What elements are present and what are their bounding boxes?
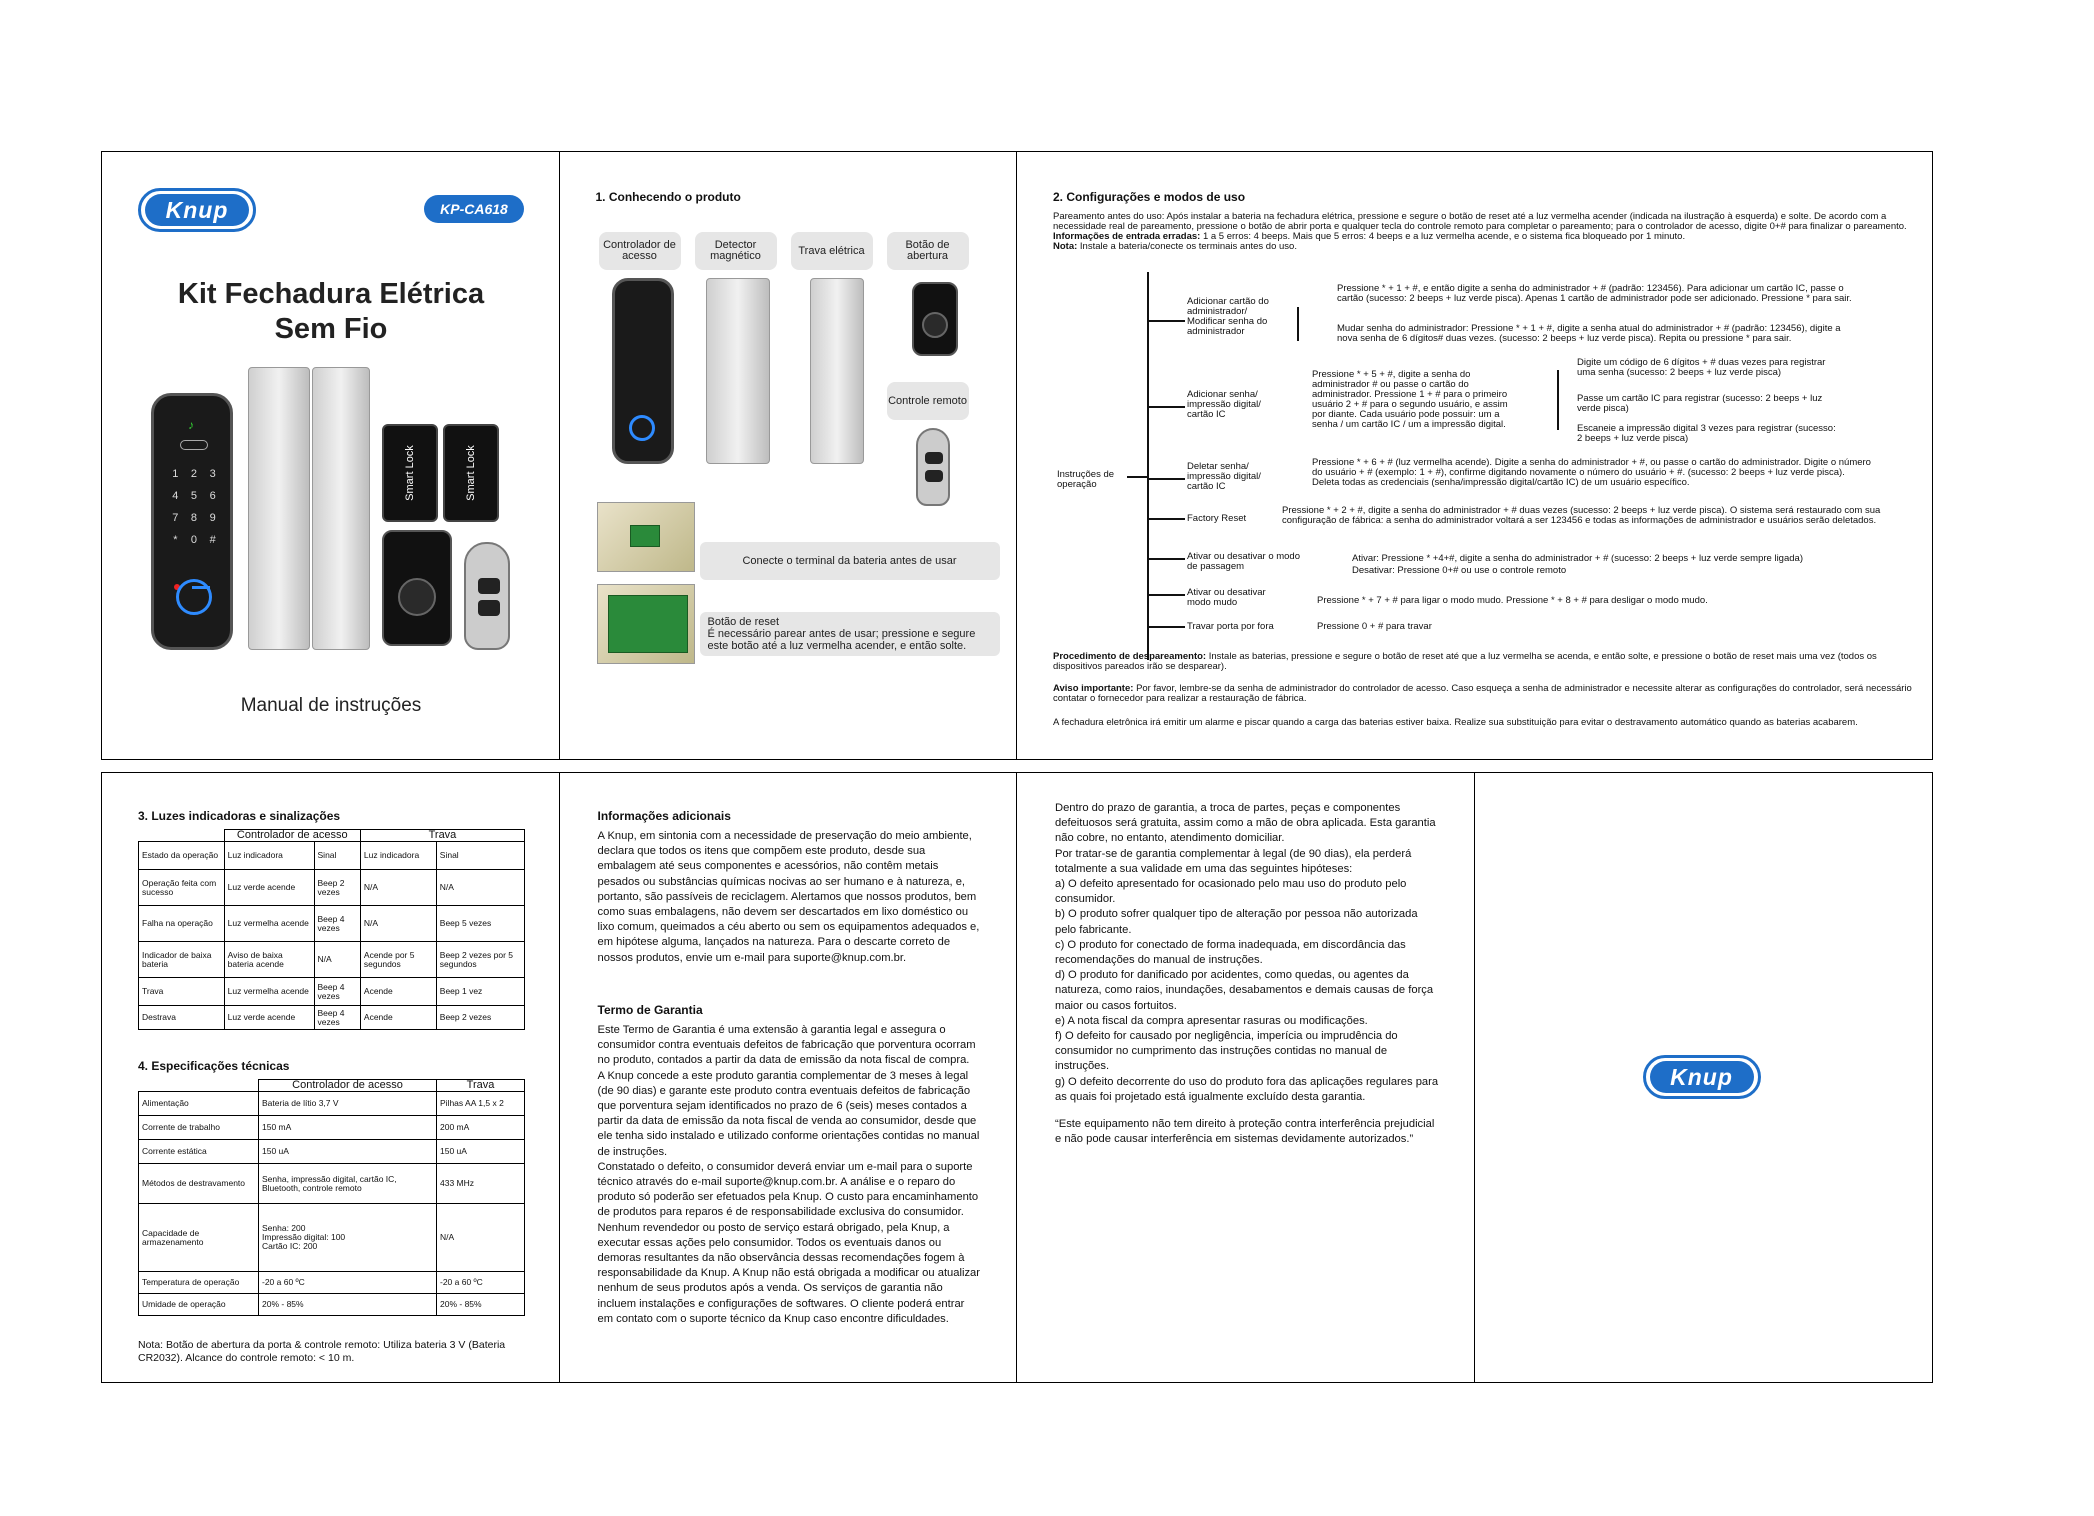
part-tag-button: Botão de abertura: [887, 232, 969, 270]
tree-branch-user-add: Adicionar senha/ impressão digital/ cartão IC: [1187, 389, 1261, 420]
battery-board-image: [597, 502, 695, 572]
lock-out-text: Pressione 0 + # para travar: [1317, 621, 1432, 632]
warranty-heading: Termo de Garantia: [597, 1003, 703, 1017]
reset-callout: Botão de reset É necessário parear antes de usar; pressione e segure este botão até a luz vermelha acender, e então solte.: [700, 612, 1000, 656]
lock-image: [810, 278, 864, 464]
section-heading: 2. Configurações e modos de uso: [1053, 190, 1246, 204]
top-sheet: [101, 151, 1933, 760]
product-panel: [560, 152, 1018, 759]
indicators-heading: 3. Luzes indicadoras e sinalizações: [138, 809, 341, 823]
part-tag-controller: Controlador de acesso: [599, 232, 681, 270]
fingerprint-icon: [629, 415, 655, 441]
tree-root: Instruções de operação: [1057, 469, 1115, 490]
specs-panel: [102, 773, 560, 1382]
back-panel: [1475, 773, 1933, 1382]
exit-button-image: [382, 530, 452, 646]
info-heading: Informações adicionais: [597, 809, 731, 823]
smart-card-1: Smart Lock: [382, 424, 438, 522]
fingerprint-icon: [176, 579, 212, 615]
specs-note: Nota: Botão de abertura da porta & controle remoto: Utiliza bateria 3 V (Bateria CR2032). Alcance do controle remoto: < 10 m.: [138, 1339, 506, 1364]
info-text: A Knup, em sintonia com a necessidade de preservação do meio ambiente, declara que todos os itens que compõem este produto, desde sua embalagem até seus componentes e acessórios, não contêm metais pesados ou substâncias químicas nocivas ao ser humano e à natureza, e, portanto, são passíveis de reciclagem. Alertamos que nossos produtos, bem como suas embalagens, não devem ser descartados em lixo doméstico ou lixo comum, queimados a céu aberto ou sem os equipamentos adequados e, em hipótese alguma, lançados na natureza. Para o descarte correto de nossos produtos, envie um e-mail para suporte@knup.com.br.: [597, 830, 980, 964]
battery-alarm-text: A fechadura eletrônica irá emitir um alarme e piscar quando a carga das baterias estiver baixa. Realize sua substituição para evitar o destravamento automático quando as baterias acabarem.: [1053, 717, 1858, 728]
user-delete-text: Pressione * + 6 + # (luz vermelha acende). Digite a senha do administrador + #, ou passe o cartão do administrador. Digite o número do usuário + # (exemplo: 1 + #), confirme digitando novamente o número do usuário + #. (sucesso: 2 beeps + luz verde pisca). Deleta todas as credenciais (senha/impressão digital/cartão IC) de um usuário específico.: [1312, 457, 1871, 488]
mute-text: Pressione * + 7 + # para ligar o modo mudo. Pressione * + 8 + # para desligar o modo mudo.: [1317, 595, 1708, 606]
passage-on-text: Ativar: Pressione * +4+#, digite a senha do administrador + # (sucesso: 2 beeps + luz verde sempre ligada): [1352, 553, 1803, 564]
bottom-sheet: [101, 772, 1933, 1383]
keypad-controller-image: [151, 393, 233, 650]
tree-branch-passage: Ativar ou desativar o modo de passagem: [1187, 551, 1301, 572]
warranty-panel: [1017, 773, 1475, 1382]
unpair-text: Procedimento de despareamento: Instale as baterias, pressione e segure o botão de reset até que a luz vermelha se acenda, e então solte, e pressione o botão de reset mais uma vez (todos os dispositivos pareados irão se desparear).: [1053, 651, 1877, 672]
warning-text: Aviso importante: Por favor, lembre-se da senha de administrador do controlador de acesso. Caso esqueça a senha de administrador e necessite alterar as configurações do controlador, será necessário contatar o fornecedor para realizar a restauração de fábrica.: [1053, 683, 1912, 704]
section-heading: 1. Conhecendo o produto: [595, 190, 741, 204]
admin-change-text: Mudar senha do administrador: Pressione * + 1 + #, digite a senha atual do administrador + # (padrão: 123456), digite a nova senha de 6 dígitos# duas vezes. (sucesso: 2 beeps + luz verde pisca). Repita ou pressione * para sair.: [1337, 323, 1841, 344]
cover-subtitle: Manual de instruções: [240, 695, 422, 716]
part-tag-lock: Trava elétrica: [791, 232, 873, 270]
specs-table: Controlador de acesso Trava Alimentação Bateria de lítio 3,7 V Pilhas AA 1,5 x 2 Corrente de trabalho 150 mA 200 mA Corrente estática 150 uA 150 uA Métodos de destravamento Senha, impressão digital, cartão IC, Bluetooth, controle remoto 433 MHz Capacidade de armazenamento Senha: 200 Impressão digital: 100 Cartão IC: 200 N/A Temperatura de operação -20 a 60 ºC -20 a 60 ºC Umidade de operação 20% - 85% 20% - 85%: [138, 1079, 525, 1316]
brand-logo: Knup: [138, 188, 256, 232]
admin-add-text: Pressione * + 1 + #, e então digite a senha do administrador + # (padrão: 123456). Para adicionar um cartão IC, passe o cartão (sucesso: 2 beeps + luz verde pisca). Apenas 1 cartão de administrador pode ser adicionado. Pressione * para sair.: [1337, 283, 1852, 304]
warranty-continued: Dentro do prazo de garantia, a troca de partes, peças e componentes defeituosos será gratuita, assim como a mão de obra aplicada. Esta garantia não cobre, no entanto, atendimento domiciliar. Por tratar-se de garantia complementar à legal (de 90 dias), ela perderá totalmente a sua validade em uma das seguintes hipóteses: a) O defeito apresentado for ocasionado pelo mau uso do produto pelo consumidor. b) O produto sofrer qualquer tipo de alteração por pessoa não autorizada pelo fabricante. c) O produto for conectado de forma inadequada, em discordância das recomendações do manual de instruções. d) O produto for danificado por acidentes, como quedas, ou agentes da natureza, como raios, inundações, desabamentos e demais causas de força maior ou casos fortuitos. e) A nota fiscal da compra apresentar rasuras ou modificações. f) O defeito for causado por negligência, imperícia ou imprudência do consumidor no cumprimento das instruções contidas no manual de instruções. g) O defeito decorrente do uso do produto fora das aplicações regulares para as quais foi projetado está igualmente excluído desta garantia. “Este equipamento não tem direito à proteção contra interferência prejudicial e não pode causar interferência em sistemas devidamente autorizados.”: [1055, 802, 1439, 1146]
smart-card-2: Smart Lock: [443, 424, 499, 522]
mini-brand-icon: [180, 440, 208, 450]
user-option-card: Passe um cartão IC para registrar (sucesso: 2 beeps + luz verde pisca): [1577, 393, 1823, 414]
remote-control-image: [464, 542, 510, 650]
tree-branch-admin: Adicionar cartão do administrador/ Modificar senha do administrador: [1187, 296, 1269, 337]
reset-board-image: [597, 584, 695, 664]
user-option-fingerprint: Escaneie a impressão digital 3 vezes para registrar (sucesso: 2 beeps + luz verde pisca): [1577, 423, 1836, 444]
specs-heading: 4. Especificações técnicas: [138, 1059, 290, 1073]
passage-off-text: Desativar: Pressione 0+# ou use o controle remoto: [1352, 565, 1567, 576]
magnetic-detector-image: [248, 367, 310, 650]
user-option-password: Digite um código de 6 dígitos + # duas vezes para registrar uma senha (sucesso: 2 beeps + luz verde pisca): [1577, 357, 1826, 378]
pairing-text: Pareamento antes do uso: Após instalar a bateria na fechadura elétrica, pressione e segure o botão de reset até a luz vermelha acender (indicada na ilustração à esquerda) e solte. De acordo com a necessidade real de pareamento, pressione o botão de abrir porta e qualquer tecla do controle remoto para completar o pareamento; para o controlador de acesso, digite 0+# para finalizar o pareamento. Informações de entrada erradas: 1 a 5 erros: 4 beeps. Mais que 5 erros: 4 beeps e a luz vermelha acende, e o sistema fica bloqueado por 1 minuto. Nota: Instale a bateria/conecte os terminais antes do uso.: [1053, 211, 1907, 252]
keypad-keys: 1 2 3 4 5 6 7 8 9 * 0 #: [172, 468, 216, 546]
indicators-table: Controlador de acesso Trava Estado da operação Luz indicadora Sinal Luz indicadora Sinal Operação feita com sucesso Luz verde acende Beep 2 vezes N/A N/A Falha na operação Luz vermelha acende Beep 4 vezes N/A Beep 5 vezes Indicador de baixa bateria Aviso de baixa bateria acende N/A Acende por 5 segundos Beep 2 vezes por 5 segundos Trava Luz vermelha acende Beep 4 vezes Acende Beep 1 vez Destrava Luz verde acende Beep 4 vezes Acende Beep 2 vezes: [138, 829, 525, 1030]
button-image: [912, 282, 958, 356]
config-panel: [1017, 152, 1932, 759]
model-badge: KP-CA618: [424, 195, 524, 223]
warranty-text: Este Termo de Garantia é uma extensão à garantia legal e assegura o consumidor contra eventuais defeitos de fabricação que porventura ocorram no produto, contados a partir da data de emissão da nota fiscal de compra. A Knup concede a este produto garantia complementar de 3 meses à legal (de 90 dias) e garante este produto contra eventuais defeitos de fabricação que porventura sejam identificados no prazo de 6 (seis) meses contados a partir da data de emissão da nota fiscal de venda ao consumidor, desde que ele tenha sido instalado e utilizado conforme orientações contidas no manual de instruções. Constatado o defeito, o consumidor deverá enviar um e-mail para o suporte técnico através do e-mail suporte@knup.com.br. A análise e o reparo do produto só poderão ser efetuados pela Knup. O custo para encaminhamento de produtos para reparos é de responsabilidade exclusiva do consumidor. Nenhum revendedor ou posto de serviço estará obrigado, pela Knup, a executar essas ações pelo consumidor. Todos os eventuais danos ou demoras resultantes da não observância dessas recomendações fogem à responsabilidade da Knup. A Knup não está obrigada a modificar ou atualizar nenhum de seus produtos após a venda. Os serviços de garantia não incluem instalações e configurações de softwares. O cliente poderá entrar em contato com o suporte técnico da Knup caso encontre dificuldades.: [597, 1024, 981, 1325]
tree-branch-user-delete: Deletar senha/ impressão digital/ cartão IC: [1187, 461, 1261, 492]
back-brand-logo: Knup: [1643, 1055, 1761, 1099]
factory-reset-text: Pressione * + 2 + #, digite a senha do administrador + # duas vezes (sucesso: 2 beeps + luz verde pisca). O sistema será restaurado com sua configuração de fábrica: a senha do administrador voltará a ser 123456 e todas as informações de administrador e usuários serão deletados.: [1282, 505, 1881, 526]
controller-image: [612, 278, 674, 464]
remote-image: [916, 428, 950, 506]
cover-title: Kit Fechadura Elétrica Sem Fio: [177, 278, 485, 345]
detector-image: [706, 278, 770, 464]
tree-branch-lock-out: Travar porta por fora: [1187, 621, 1274, 632]
tree-branch-mute: Ativar ou desativar modo mudo: [1187, 587, 1266, 608]
user-add-text: Pressione * + 5 + #, digite a senha do administrador # ou passe o cartão do administrador. Pressione 1 + # para o primeiro usuário 2 + # para o segundo usuário, e assim por diante. Cada usuário pode possuir: um a senha / um cartão IC / um a impressão digital.: [1312, 369, 1508, 430]
part-tag-remote: Controle remoto: [887, 382, 969, 420]
cover-panel: [102, 152, 560, 759]
bell-icon: ♪: [188, 418, 194, 432]
info-panel: [560, 773, 1018, 1382]
electric-lock-image: [312, 367, 370, 650]
battery-callout: Conecte o terminal da bateria antes de usar: [700, 542, 1000, 580]
part-tag-detector: Detector magnético: [695, 232, 777, 270]
tree-branch-factory-reset: Factory Reset: [1187, 513, 1247, 524]
